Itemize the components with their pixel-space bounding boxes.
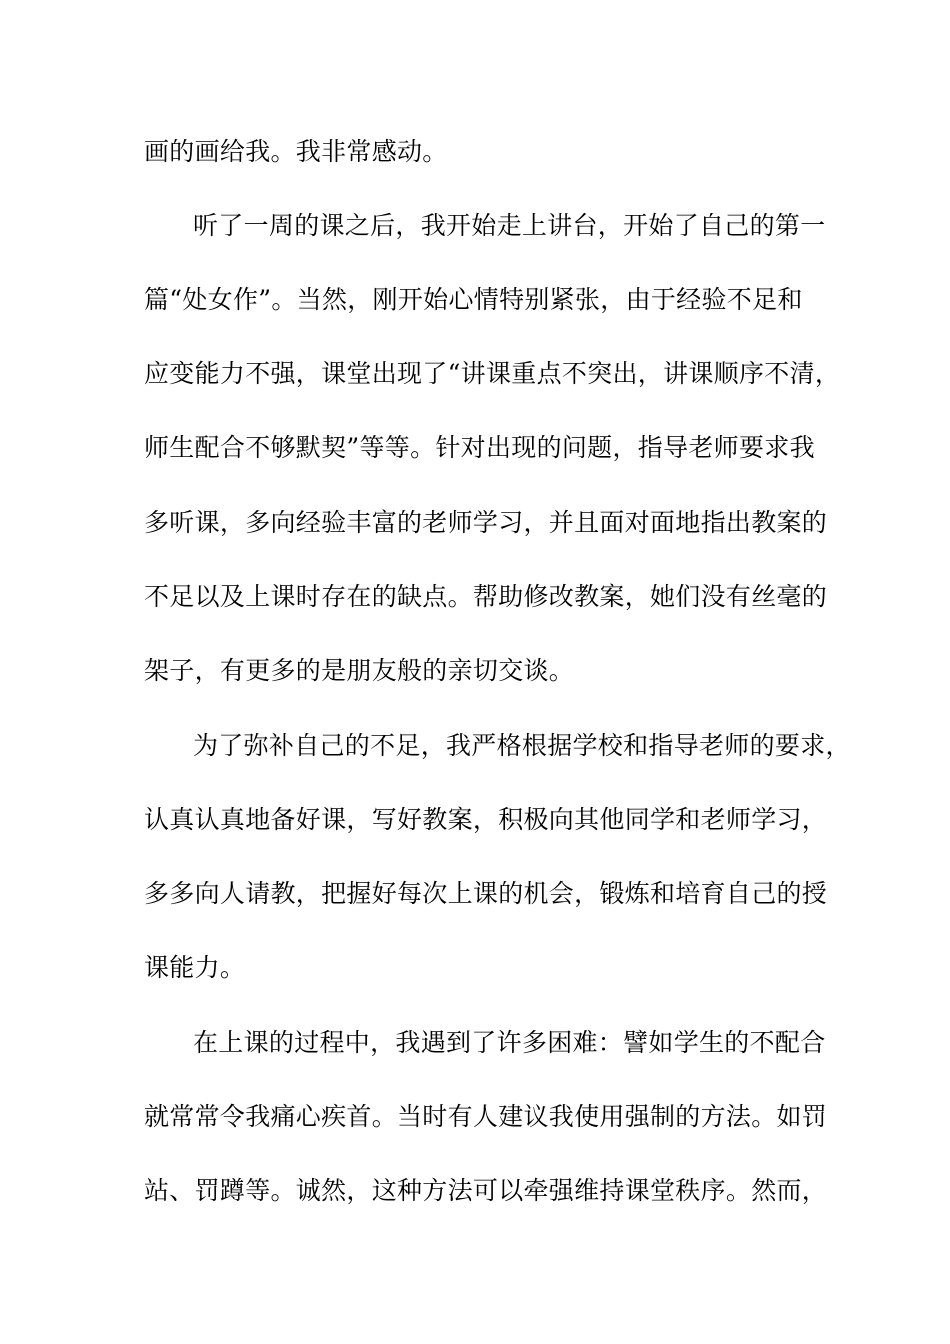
text-line: 师生配合不够默契”等等。针对出现的问题，指导老师要求我 [144, 433, 815, 462]
paragraph-first-line: 在上课的过程中，我遇到了许多困难：譬如学生的不配合 [193, 1028, 826, 1057]
text-line: 多听课，多向经验丰富的老师学习，并且面对面地指出教案的 [144, 508, 828, 537]
text-line: 应变能力不强，课堂出现了“讲课重点不突出，讲课顺序不清， [144, 359, 841, 388]
text-line: 不足以及上课时存在的缺点。帮助修改教案，她们没有丝毫的 [144, 582, 828, 611]
paragraph-first-line: 听了一周的课之后，我开始走上讲台，开始了自己的第一 [193, 211, 826, 240]
text-line: 篇“处女作”。当然，刚开始心情特别紧张，由于经验不足和 [144, 285, 803, 314]
text-line: 多多向人请教，把握好每次上课的机会，锻炼和培育自己的授 [144, 879, 828, 908]
text-line: 画的画给我。我非常感动。 [144, 137, 448, 166]
text-line: 架子，有更多的是朋友般的亲切交谈。 [144, 656, 575, 685]
paragraph-first-line: 为了弥补自己的不足，我严格根据学校和指导老师的要求， [193, 731, 851, 760]
text-line: 就常常令我痛心疾首。当时有人建议我使用强制的方法。如罚 [144, 1102, 828, 1131]
text-line: 站、罚蹲等。诚然，这种方法可以牵强维持课堂秩序。然而， [144, 1176, 828, 1205]
text-line: 认真认真地备好课，写好教案，积极向其他同学和老师学习， [144, 805, 828, 834]
text-line: 课能力。 [144, 953, 246, 982]
